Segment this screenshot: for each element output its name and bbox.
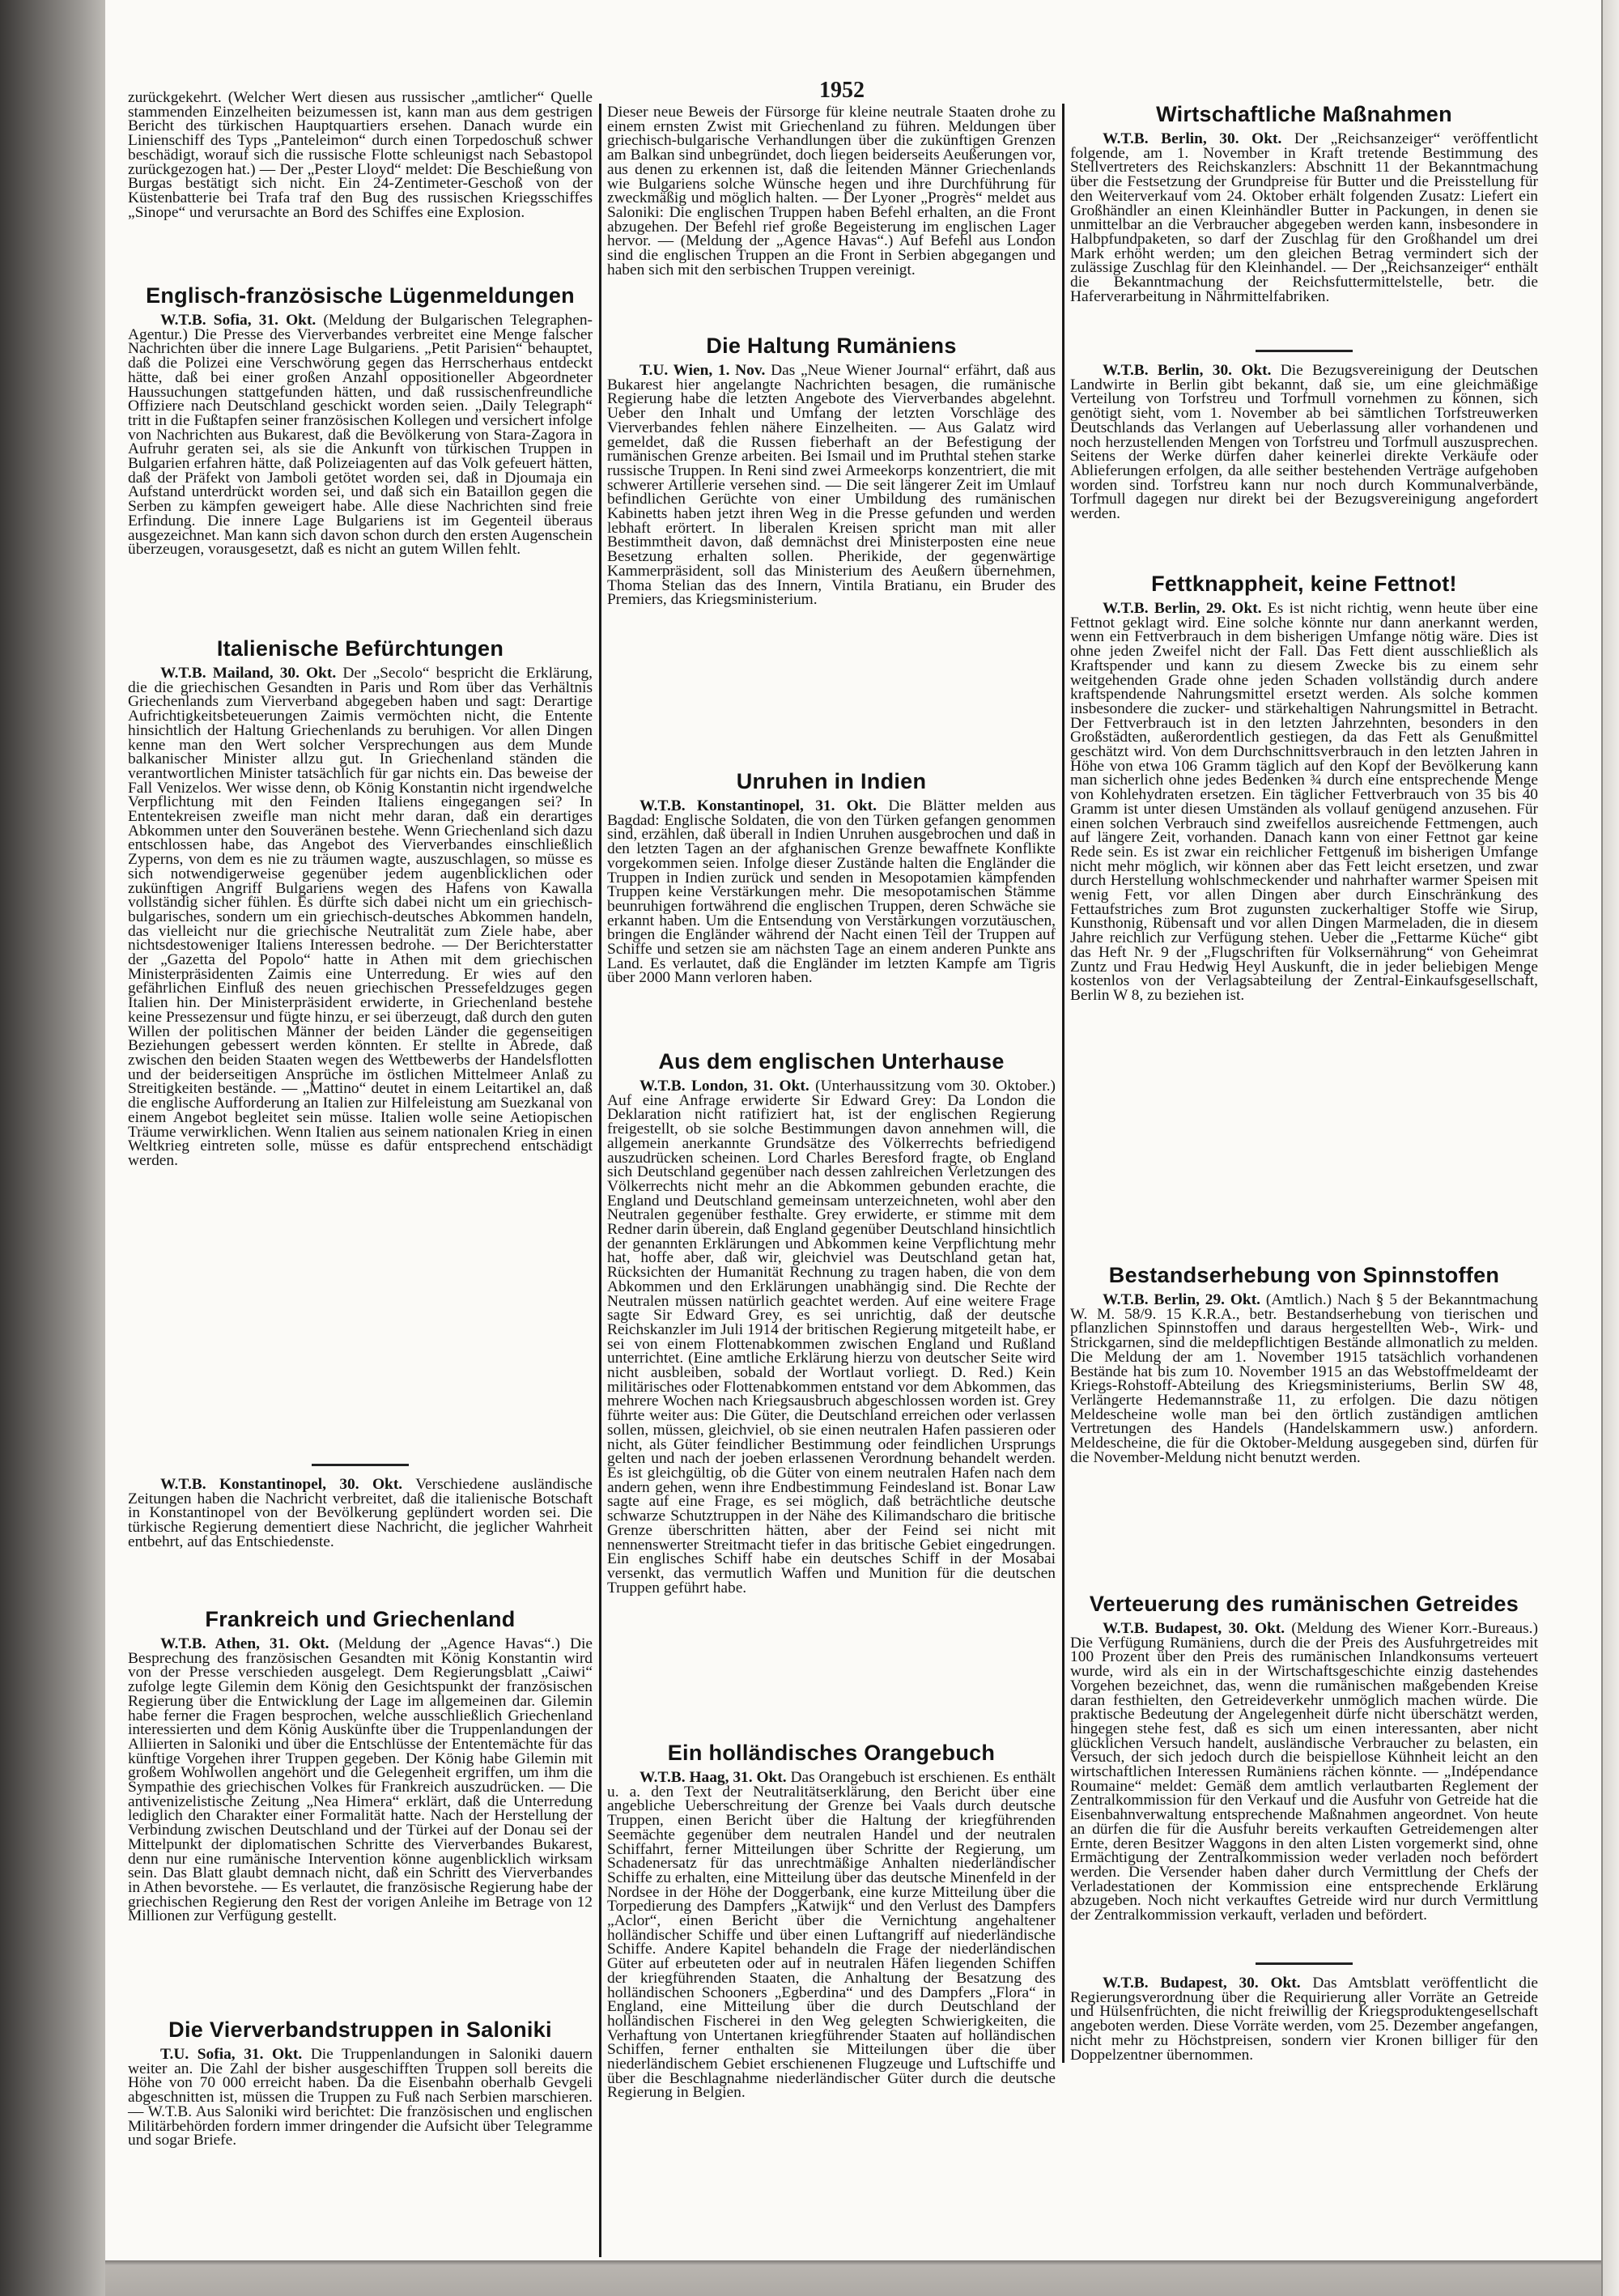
article <box>607 1741 1056 2100</box>
article-headline: Die Vierverbandstruppen in Saloniki <box>168 2018 552 2042</box>
article-dateline: W.T.B. Haag, 31. Okt. <box>640 1769 787 1786</box>
article <box>128 636 593 1168</box>
article <box>128 91 593 219</box>
article-body <box>1070 1293 1538 1465</box>
article-text: Die Bezugsvereinigung der Deutschen Landwirte in Berlin gibt bekannt, daß sie, um eine gleichmäßige Verteilung von Torfstreu und Torfmull vornehmen zu können, sich genötigt sieht, vom 1. November ab bei sämtlichen Torfstreuwerken Deutschlands das Verlangen auf Ueberlassung aller vorhandenen und noch herzustellenden Mengen von Torfstreu und Torfmull auszusprechen. Seitens der Werke dürfen daher keinerlei direkte Verkäufe oder Ablieferungen erfolgen, da alle seither bestehenden Verträge aufgehoben worden sind. Torfstreu kann nur noch durch Kommunalverbände, Torfmull dagegen nur direkt bei der Bezugsvereinigung angefordert werden. <box>1070 362 1538 523</box>
article <box>128 283 593 557</box>
article-body <box>607 105 1056 277</box>
article-text: (Unterhaussitzung vom 30. Oktober.) Auf eine Anfrage erwiderte Sir Edward Grey: Da London die Deklaration nicht ratifiziert hat, ist der englischen Regierung freigestellt, ob sie solche Bestimmungen davon annehmen will, die allgemein anerkannte Grundsätze des Völkerrechts befriedigend auszudrücken scheinen. Lord Charles Beresford fragte, ob England sich Deutschland gegenüber nach dessen zahlreichen Verletzungen des Völkerrechts nicht mehr an die Abkommen gebunden erachte, die England und Deutschland gemeinsam unterzeichneten, wohl aber den Neutralen gegenüber festhalte. Grey erwiderte, er stimme mit dem Redner darin überein, daß England gegenüber Deutschland hinsichtlich der genannten Erklärungen und Abkommen keine Verpflichtung mehr hat, hoffe aber, daß wir, gleichviel was Deutschland getan hat, Rücksichten der Humanität Rechnung zu tragen haben, die von dem Abkommen und den Erklärungen unabhängig sind. Die Rechte der Neutralen müssen natürlich geachtet werden. Auf eine weitere Frage sagte Sir Edward Grey, es sei unrichtig, daß der deutsche Reichskanzler im Juli 1914 der britischen Regierung mitgeteilt habe, er sei von einem Flottenabkommen zwischen England und Rußland unterrichtet. (Eine amtliche Erklärung hierzu von deutscher Seite wird nicht ausbleiben, sobald der Wortlaut vorliegt. D. Red.) Kein militärisches oder Flottenabkommen entstand vor dem Abkommen, das mehrere Wochen nach Kriegsausbruch abgeschlossen worden ist. Grey führte weiter aus: Die Güter, die Deutschland erreichen oder verlassen sollen, müssen, gleichviel, ob sie einen neutralen Hafen passieren oder nicht, als Güter feindlicher Bestimmung oder feindlichen Ursprungs gelten und nach der joeben erlassenen Verordnung behandelt werden. Es ist gleichgültig, ob die Güter von einem neutralen Hafen nach dem andern gehen, wenn ihre Endbestimmung Feindesland ist. Bonar Law sagte auf eine Frage, es sei möglich, daß beträchtliche deutsche schwarze Schutztruppen in der Nähe des Kilimandscharo die britische Grenze überschritten hätten, aber der Feind sei nicht mit nennenswerter Streitmacht tiefer in das britische Gebiet eingedrungen. Ein englisches Schiff habe ein deutsches Schiff in der Mosabai versenkt, das vermutlich Waffen und Munition für die deutschen Truppen geführt habe. <box>607 1078 1056 1597</box>
article <box>128 1607 593 1924</box>
article-headline: Die Haltung Rumäniens <box>706 334 957 358</box>
page-number: 1952 <box>819 78 865 103</box>
article-text: Das „Neue Wiener Journal“ erfährt, daß aus Bukarest hier angelangte Nachrichten besagen, die rumänische Regierung habe die letzten Angebote des Vierverbandes abgelehnt. Ueber den Inhalt und Umfang der letzten Vorschläge des Vierverbandes fehlen nähere Einzelheiten. — Aus Galatz wird gemeldet, daß die Russen fieberhaft an der Befestigung der rumänischen Grenze arbeiten. Bei Ismail und im Pruthtal stehen starke russische Truppen. In Reni sind zwei Armeekorps konzentriert, die mit schwerer Artillerie versehen sind. — Die seit längerer Zeit im Umlauf befindlichen Gerüchte von einer Umbildung des rumänischen Kabinetts haben jetzt ihren Weg in die Presse gefunden und werden lebhaft erörtert. In liberalen Kreisen spricht man mit aller Bestimmtheit davon, daß demnächst drei Ministerposten eine neue Besetzung erhalten sollen. Pherikide, der gegenwärtige Kammerpräsident, soll das Ministerium des Aeußern übernehmen, Thoma Stelian das des Innern, Vintila Bratianu, ein Bruder des Premiers, das Kriegsministerium. <box>607 362 1056 609</box>
article <box>607 769 1056 985</box>
article-text: Es ist nicht richtig, wenn heute über eine Fettnot geklagt wird. Eine solche könnte nur dann anerkannt werden, wenn ein Fettverbrauch in dem bisherigen Umfange nötig wäre. Dies ist ohne jeden Zweifel nicht der Fall. Das Fett dient ausschließlich als Kraftspender und kann zu diesem Zwecke bis zu einem sehr weitgehenden Grade ohne jeden Schaden vollständig durch andere kraftspendende Nahrungsmittel ersetzt werden. Als solche kommen insbesondere die zucker- und stärkehaltigen Nahrungsmittel in Betracht. Der Fettverbrauch ist in den letzten Jahrzehnten, besonders in den Großstädten, außerordentlich gestiegen, da das Fett als Genußmittel geschätzt wird. Von dem Durchschnittsverbrauch in den letzten Jahren in Höhe von etwa 106 Gramm täglich auf den Kopf der Bevölkerung kann man sicherlich ohne jedes Bedenken ¾ durch eine entsprechende Menge von Kohlehydraten ersetzen. Ein täglicher Fettverbrauch von 35 bis 40 Gramm ist unter diesen Umständen als vollauf genügend anzusehen. Für einen solchen Verbrauch sind zweifellos ausreichende Fettmengen, auch auf längere Zeit, vorhanden. Danach kann von einer Fettnot gar keine Rede sein. Es ist zwar ein reichlicher Fettgenuß im bisherigen Umfange nicht mehr möglich, wir können aber das Fett leicht ersetzen, und zwar durch Herstellung wohlschmeckender und nahrhafter warmer Speisen mit wenig Fett, vor allen Dingen aber durch Einschränkung des Fettaufstriches zum Brot zugunsten zuckerhaltiger Stoffe wie Sirup, Kunsthonig, Rübensaft und vor allen Dingen Marmeladen, die in diesem Jahre reichlich zur Verfügung stehen. Ueber die „Fettarme Küche“ gibt das Heft Nr. 9 der „Flugschriften für Volksernährung“ von Geheimrat Zuntz und Frau Hedwig Heyl Auskunft, die in jeder beliebigen Menge kostenlos von der Verlagsabteilung der Zentral-Einkaufsgesellschaft, Berlin W 8, zu beziehen ist. <box>1070 600 1538 1004</box>
article-headline: Italienische Befürchtungen <box>216 636 504 661</box>
article-headline: Englisch-französische Lügenmeldungen <box>146 283 575 308</box>
article-dateline: W.T.B. Berlin, 29. Okt. <box>1103 600 1262 617</box>
article <box>1070 102 1538 304</box>
article-headline: Bestandserhebung von Spinnstoffen <box>1108 1263 1500 1287</box>
article-dateline: W.T.B. Berlin, 29. Okt. <box>1103 1291 1260 1308</box>
article-text: zurückgekehrt. (Welcher Wert diesen aus russischer „amtlicher“ Quelle stammenden Einzelheiten beizumessen ist, kann man aus dem gestrigen Bericht des türkischen Hauptquartiers ersehen. Danach wurde ein Linienschiff des Typs „Panteleimon“ durch einen Torpedoschuß schwer beschädigt, worauf sich die russische Flotte schleunigst nach Sebastopol zurückgezogen hat.) — Der „Pester Lloyd“ meldet: Die Beschießung von Burgas bestätigt sich nicht. Ein 24-Zentimeter-Geschoß von der Küstenbatterie bei Trafa traf den Bug des russischen Kriegsschiffes „Sinope“ und verursachte an Bord des Schiffes eine Explosion. <box>128 89 593 221</box>
article-text: Verschiedene ausländische Zeitungen haben die Nachricht verbreitet, daß die italienische Botschaft in Konstantinopel von der Bevölkerung geplündert worden sei. Die türkische Regierung dementiert diese Nachricht, die jeglicher Wahrheit entbehrt, auf das Entschiedenste. <box>128 1476 593 1550</box>
article-body <box>128 1637 593 1924</box>
article-dateline: W.T.B. Konstantinopel, 31. Okt. <box>640 797 877 814</box>
article-body <box>607 799 1056 985</box>
article-text: Das Orangebuch ist erschienen. Es enthält u. a. den Text der Neutralitätserklärung, den Bericht über eine angebliche Ueberschreitung der Grenze bei Vaals durch deutsche Truppen, einen Bericht über die Haltung der kriegführenden Seemächte gegenüber dem neutralen Handel und der neutralen Schiffahrt, ferner Mitteilungen über Schritte der Regierung, um Schadenersatz für das unrechtmäßige Anhalten niederländischer Schiffe zu erhalten, eine Mitteilung über das deutsche Minenfeld in der Nordsee in der Höhe der Doggerbank, eine kurze Mitteilung über die Torpedierung des Dampfers „Katwijk“ und den Verlust des Dampfers „Aclor“, einen Bericht über die Vernichtung angehaltener holländischer Schiffe und über einen Luftangriff auf niederländische Schiffe. Andere Kapitel behandeln die Frage der niederländischen Güter auf erbeuteten oder auf in neutralen Häfen liegenden Schiffen der kriegführenden Staaten, die Anhaltung der Besatzung des holländischen Schooners „Egberdina“ und des Dampfers „Flora“ in England, eine Mitteilung über die durch Deutschland der holländischen Fischerei in den Weg gelegten Schwierigkeiten, die Verhaftung von Untertanen kriegführender Staaten auf holländischen Schiffen, ferner enthalten sie Mitteilungen über die über niederländischem Gebiet erschienenen Flugzeuge und Luftschiffe und über die Beschlagnahme niederländischer Güter durch die deutsche Regierung in Belgien. <box>607 1769 1056 2102</box>
article-text: (Amtlich.) Nach § 5 der Bekanntmachung W. M. 58/9. 15 K.R.A., betr. Bestandserhebung von tierischen und pflanzlichen Spinnstoffen und daraus hergestellten Web-, Wirk- und Strickgarnen, sind die meldepflichtigen Bestände allmonatlich zu melden. Die Meldung der am 1. November 1915 tatsächlich vorhandenen Bestände hat bis zum 10. November 1915 an das Webstoffmeldeamt der Kriegs-Rohstoff-Abteilung des Kriegsministeriums, Berlin SW 48, Verlängerte Hedemannstraße 11, zu erfolgen. Die dazu nötigen Meldescheine wolle man bei den örtlich zuständigen amtlichen Vertretungen des Handels (Handelskammern usw.) anfordern. Meldescheine, die für die Oktober-Meldung ausgegeben sind, dürfen für die November-Meldung nicht benutzt werden. <box>1070 1291 1538 1466</box>
article-headline: Fettknappheit, keine Fettnot! <box>1151 572 1457 596</box>
article-text: Dieser neue Beweis der Fürsorge für kleine neutrale Staaten drohe zu einem ernsten Zwist mit Griechenland zu führen. Meldungen über griechisch-bulgarische Verhandlungen über die zukünftigen Grenzen am Balkan sind unbegründet, doch liegen beiderseits Aeußerungen vor, aus denen zu erkennen ist, daß die leitenden Männer Griechenlands wie Bulgariens solche Wünsche hegen und ihre Durchführung für zweckmäßig und möglich halten. — Der Lyoner „Progrès“ meldet aus Saloniki: Die englischen Truppen haben Befehl erhalten, an die Front abzugehen. Der Befehl rief große Begeisterung im englischen Lager hervor. — (Meldung der „Agence Havas“.) Auf Befehl aus London sind die englischen Truppen an die Front in Serbien abgegangen und haben sich mit den serbischen Truppen vereinigt. <box>607 104 1056 278</box>
article-body <box>607 1079 1056 1595</box>
article-dateline: W.T.B. Mailand, 30. Okt. <box>160 665 337 682</box>
column-rule-2 <box>1062 104 1064 2063</box>
article-dateline: W.T.B. Konstantinopel, 30. Okt. <box>160 1476 403 1493</box>
article <box>128 2018 593 2148</box>
article-text: Das Amtsblatt veröffentlicht die Regierungsverordnung über die Requirierung aller Vorräte an Getreide und Hülsenfrüchten, die nicht freiwillig der Kriegsproduktengesellschaft angeboten werden. Diese Vorräte werden, vom 25. Dezember angefangen, nicht mehr zu Höchstpreisen, sondern vier Kronen billiger für den Doppelzentner übernommen. <box>1070 1975 1538 2064</box>
article-body <box>128 313 593 557</box>
article-body <box>128 1478 593 1550</box>
article <box>1070 1962 1538 2062</box>
article-headline: Frankreich und Griechenland <box>205 1607 516 1631</box>
article <box>1070 1592 1538 1923</box>
article-text: (Meldung der Bulgarischen Telegraphen-Agentur.) Die Presse des Vierverbandes verbreitet eine Menge falscher Nachrichten über die innere Lage Bulgariens. „Petit Parisien“ behauptet, daß die Polizei eine Verschwörung gegen das Herrscherhaus entdeckt hätte, daß bei einer großen Anzahl oppositioneller Abgeordneter Haussuchungen stattgefunden hätten, und daß russischenfreundliche Offiziere nach Deutschland geschickt worden seien. „Daily Telegraph“ tritt in die Fußtapfen seiner französischen Kollegen und versichert infolge von Nachrichten aus Bukarest, daß die Bevölkerung von Stara-Zagora in Aufruhr geraten sei, als sie die Ankunft von türkischen Truppen in Bulgarien erfahren hätte, daß Polizeiagenten auf das Volk gefeuert hätten, daß der Präfekt von Jamboli getötet worden sei, daß in Djoumaja ein Aufstand unterdrückt worden sei, und daß sich ein Bataillon gegen die Serben zu kämpfen geweigert habe. Alle diese Nachrichten sind freie Erfindung. Die innere Lage Bulgariens ist im Gegenteil überaus ausgezeichnet. Man kann sich davon schon durch den ersten Augenschein überzeugen, vorausgesetzt, daß es nicht an gutem Willen fehlt. <box>128 312 593 559</box>
article-body <box>607 1771 1056 2100</box>
separator-rule <box>312 1464 409 1466</box>
article-text: Die Blätter melden aus Bagdad: Englische Soldaten, die von den Türken gefangen genommen sind, erzählen, daß überall in Indien Unruhen ausgebrochen und daß in den letzten Tagen an der afghanischen Grenze bewaffnete Konflikte vorgekommen seien. Infolge dieser Zustände halten die Engländer die Truppen in Indien zurück und senden in Mesopotamien kämpfenden Truppen keine Verstärkungen mehr. Die mesopotamischen Stämme beunruhigen fortwährend die englischen Truppen, deren Schwäche sie erkannt haben. Um die Entsendung von Verstärkungen vorzutäuschen, bringen die Engländer während der Nacht einen Teil der Truppen auf Schiffe und setzen sie am nächsten Tage an einem anderen Punkte ans Land. Es verlautet, daß die Engländer im letzten Kampfe am Tigris über 2000 Mann verloren haben. <box>607 797 1056 987</box>
article-body <box>1070 132 1538 304</box>
article-dateline: T.U. Wien, 1. Nov. <box>640 362 766 379</box>
article-text: Der „Reichsanzeiger“ veröffentlicht folgende, am 1. November in Kraft tretende Bestimmung des Stellvertreters des Reichskanzlers: Abschnitt 11 der Bekanntmachung über die Festsetzung der Grundpreise für Butter und die Preisstellung für den Weiterverkauf vom 24. Oktober erhält folgenden Zusatz: Liefert ein Großhändler an einen Kleinhändler Butter in Packungen, in denen sie unmittelbar an die Verbraucher abgegeben werden kann, insbesondere in Halbpfundpaketen, so darf der Zuschlag für den Großhandel um drei Mark erhöht werden; um den gleichen Betrag vermindert sich der zulässige Zuschlag für den Kleinhandel. — Der „Reichsanzeiger“ enthält die Bekanntmachung der Reichsfuttermittelstelle, betr. die Haferverarbeitung in Nährmittelfabriken. <box>1070 130 1538 305</box>
separator-rule <box>1256 1962 1353 1965</box>
article <box>607 1049 1056 1595</box>
column-rule-1 <box>599 104 601 2257</box>
article-headline: Wirtschaftliche Maßnahmen <box>1156 102 1452 126</box>
article <box>607 334 1056 607</box>
article-dateline: W.T.B. Athen, 31. Okt. <box>160 1635 329 1652</box>
article-headline: Ein holländisches Orangebuch <box>667 1741 996 1765</box>
article-text: (Meldung der „Agence Havas“.) Die Besprechung des französischen Gesandten mit König Konstantin wird von der Presse verschieden ausgelegt. Dem Regierungsblatt „Caiwi“ zufolge legte Gilemin dem König den Gesichtspunkt der französischen Regierung über die Entwicklung der Lage im allgemeinen dar. Gilemin habe ferner die Fragen besprochen, welche ausschließlich Griechenland interessierten und dem König Auskünfte über die Truppenlandungen der Alliierten in Saloniki und über die Entschlüsse der Ententemächte für das künftige Vorgehen ihrer Truppen gegeben. Der König habe Gilemin mit großem Wohlwollen angehört und die Gelegenheit ergriffen, um ihm die Sympathie des griechischen Volkes für Frankreich auszudrücken. — Die antivenizelistische Zeitung „Nea Himera“ erklärt, daß die Unterredung lediglich den Charakter einer Formalität hatte. Nach der Herstellung der Verbindung zwischen Deutschland und der Türkei auf der Donau sei der Mittelpunkt der diplomatischen Schritte des Vierverbandes Bukarest, denn nur eine rumänische Intervention könne augenblicklich wirksam sein. Das Blatt glaubt demnach nicht, daß ein Schritt des Vierverbandes in Athen bevorstehe. — Es verlautet, die französische Regierung habe der griechischen Regierung den Rest der vorigen Anleihe im Betrage von 12 Millionen zur Verfügung gestellt. <box>128 1635 593 1925</box>
article-body <box>128 2047 593 2148</box>
article-text: Die Truppenlandungen in Saloniki dauern weiter an. Die Zahl der bisher ausgeschifften Truppen soll bereits die Höhe von 70 000 erreicht haben. Da die Eisenbahn oberhalb Gevgeli abgeschnitten ist, müssen die Truppen zu Fuß nach Serbien marschieren. — W.T.B. Aus Saloniki wird berichtet: Die französischen und englischen Militärbehörden fordern immer dringender die Aufsicht über Telegramme und sogar Briefe. <box>128 2046 593 2149</box>
article-headline: Verteuerung des rumänischen Getreides <box>1089 1592 1519 1616</box>
next-page-edge <box>1601 0 1619 2296</box>
article-text: Der „Secolo“ bespricht die Erklärung, die die griechischen Gesandten in Paris und Rom über das Verhältnis Griechenlands zum Vierverband abgegeben haben und sagt: Derartige Aufrichtigkeitsbeteuerungen Zaimis vermöchten nicht, die Entente hinsichtlich der Haltung Griechenlands zu beruhigen. Vor allen Dingen kenne man den Wert solcher Versprechungen aus dem Munde balkanischer Minister allzu gut. In Griechenland ständen die verantwortlichen Minister tatsächlich für gar nichts ein. Das beweise der Fall Venizelos. Wer wisse denn, ob König Konstantin nicht irgendwelche Verpflichtung mit den Feinden Italiens eingegangen sei? In Ententekreisen zweifle man nicht mehr daran, daß ein derartiges Abkommen unter den Souveränen bestehe. Wenn Griechenland sich dazu entschlossen habe, das Angebot des Vierverbandes einschließlich Zyperns, von dem es nie zu träumen wagte, auszuschlagen, so müsse es sich notwendigerweise gegenüber jedem augenblicklichen oder zukünftigen Angriff Bulgariens wegen des Hafens von Kawalla vollständig sicher fühlen. Es dürfte sich dabei nicht um ein griechisch-bulgarisches, sondern um ein griechisch-deutsches Abkommen handeln, das vielleicht nur die griechische Neutralität zum Ziele habe, aber nichtsdestoweniger Italiens Interessen bedrohe. — Der Berichterstatter der „Gazetta del Popolo“ hatte in Athen mit dem griechischen Ministerpräsidenten Zaimis eine Unterredung. Er wies auf den gefährlichen Einfluß des neuen griechischen Pressefeldzuges gegen Italien hin. Der Ministerpräsident erwiderte, in Griechenland bestehe keine Pressezensur und fügte hinzu, er sei überzeugt, daß durch den guten Willen der politischen Männer der beiden Länder die gegenseitigen Beziehungen gebessert werden könnten. Er stellte in Abrede, daß zwischen den beiden Staaten wegen des Wettbewerbs der Handelsflotten und der beiderseitigen Ansprüche im östlichen Mittelmeer Anlaß zu Streitigkeiten bestände. — „Mattino“ deutet in einem Leitartikel an, daß die englische Aufforderung an Italien zur Hilfeleistung am Suezkanal von einem Angebot begleitet sein müsse. Italien wolle seine Aetiopischen Träume verwirklichen. Wenn Italien aus seinem nationalen Krieg in einen Weltkrieg eintreten solle, müsse es dafür entsprechend entschädigt werden. <box>128 665 593 1169</box>
article-body <box>1070 1622 1538 1923</box>
article-dateline: W.T.B. Budapest, 30. Okt. <box>1103 1620 1285 1637</box>
article-dateline: T.U. Sofia, 31. Okt. <box>160 2046 303 2063</box>
article-dateline: W.T.B. London, 31. Okt. <box>640 1078 810 1095</box>
article-body <box>128 91 593 219</box>
article <box>1070 350 1538 521</box>
article-body <box>1070 364 1538 521</box>
article-body <box>1070 602 1538 1003</box>
article <box>1070 1263 1538 1465</box>
article-dateline: W.T.B. Berlin, 30. Okt. <box>1103 130 1282 147</box>
article-body <box>1070 1976 1538 2062</box>
article-headline: Unruhen in Indien <box>736 769 927 793</box>
article-text: (Meldung des Wiener Korr.-Bureaus.) Die Verfügung Rumäniens, durch die der Preis des Ausfuhrgetreides mit 100 Prozent über den Preis des rumänischen Inlandkonsums verteuert wurde, wird als ein in der Wirtschaftsgeschichte einzig dastehendes Vorgehen bezeichnet, das, wenn die rumänischen maßgebenden Kreise daran festhielten, den Getreideverkehr unmöglich machen würde. Die praktische Bedeutung der Angelegenheit dürfe nicht überschätzt werden, hingegen stehe fest, daß es sich um einen interessanten, aber nicht glücklichen Versuch handelt, ausländische Verbraucher zu belasten, ein Versuch, der sich jedoch durch die beispiellose Kühnheit leicht an den wirtschaftlichen Interessen Rumäniens rächen könnte. — „Indépendance Roumaine“ meldet: Gemäß dem amtlich verlautbarten Reglement der Zentralkommission für den Verkauf und die Ausfuhr von Getreide hat die Eisenbahnverwaltung entsprechende Maßnahmen angeordnet. Von heute an dürfen die für die Ausfuhr bereits verkauften Getreidemengen alter Ernte, deren Besitzer Waggons in den alten Listen vorgemerkt sind, ohne Ermächtigung der Zentralkommission weder verladen noch befördert werden. Die Versender haben daher durch Vermittlung der Chefs der Verladestationen der Kommission eine entsprechende Erklärung abzugeben. Noch nicht verkauftes Getreide wird nur durch Vermittlung der Zentralkommission verkauft, verladen und befördert. <box>1070 1620 1538 1924</box>
separator-rule <box>1256 350 1353 352</box>
book-spine <box>0 0 113 2296</box>
article-dateline: W.T.B. Budapest, 30. Okt. <box>1103 1975 1301 1992</box>
article-body <box>607 364 1056 607</box>
article-dateline: W.T.B. Berlin, 30. Okt. <box>1103 362 1272 379</box>
article <box>128 1464 593 1550</box>
article <box>607 105 1056 277</box>
article-body <box>128 666 593 1168</box>
article-headline: Aus dem englischen Unterhause <box>658 1049 1005 1074</box>
page-bottom-edge <box>105 2260 1619 2296</box>
article-dateline: W.T.B. Sofia, 31. Okt. <box>160 312 317 329</box>
article <box>1070 572 1538 1003</box>
